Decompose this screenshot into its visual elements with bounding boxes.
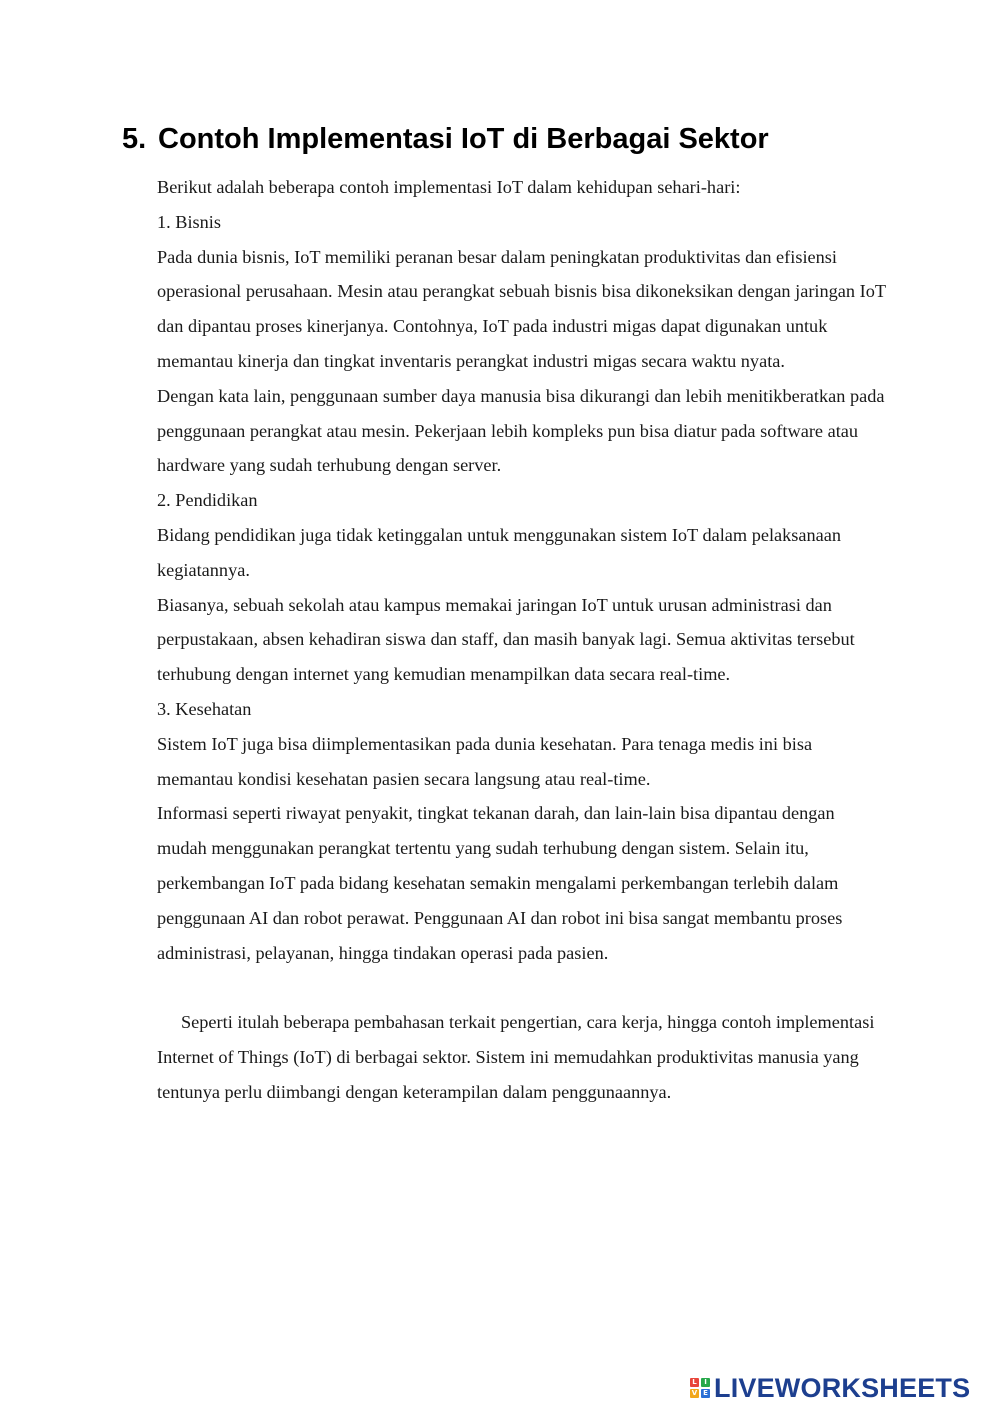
logo-mark-tile: V [691,1389,698,1397]
intro-paragraph: Berikut adalah beberapa contoh implementasi IoT dalam kehidupan sehari-hari: [157,177,741,197]
kesehatan-heading: 3. Kesehatan [157,698,252,719]
logo-mark-tile: I [701,1378,710,1387]
kesehatan-paragraph-2: Informasi seperti riwayat penyakit, tingkat tekanan darah, dan lain-lain bisa dipantau dengan mudah menggunakan perangkat tertentu yang sudah terhubung dengan sistem. Selain itu, perkembangan IoT pada bidang kesehatan semakin mengalami perkembangan terlebih dalam penggunaan AI dan robot perawat. Penggunaan AI dan robot ini bisa sangat membantu proses administrasi, pelayanan, hingga tindakan operasi pada pasien. [157,803,843,963]
bisnis-heading: 1. Bisnis [157,211,222,232]
bisnis-paragraph-2: Dengan kata lain, penggunaan sumber daya manusia bisa dikurangi dan lebih menitikberatkan pada penggunaan perangkat atau mesin. Pekerjaan lebih kompleks pun bisa diatur pada software atau hardware yang sudah terhubung dengan server. [157,385,885,476]
pendidikan-heading: 2. Pendidikan [157,490,258,511]
pendidikan-paragraph-1: Bidang pendidikan juga tidak ketinggalan untuk menggunakan sistem IoT dalam pelaksanaan kegiatannya. [157,524,842,580]
paragraph-spacer [157,970,887,1005]
liveworksheets-logo-icon [690,1378,710,1398]
section-number: 5. [122,123,147,155]
bisnis-paragraph-1: Pada dunia bisnis, IoT memiliki peranan besar dalam peningkatan produktivitas dan efisiensi operasional perusahaan. Mesin atau perangkat sebuah bisnis bisa dikoneksikan dengan jaringan IoT dan dipantau proses kinerjanya. Contohnya, IoT pada industri migas dapat digunakan untuk memantau kinerja dan tingkat inventaris perangkat industri migas secara waktu nyata. [157,246,886,371]
closing-paragraph: Seperti itulah beberapa pembahasan terkait pengertian, cara kerja, hingga contoh implementasi Internet of Things (IoT) di berbagai sektor. Sistem ini memudahkan produktivitas manusia yang tentunya perlu diimbangi dengan keterampilan dalam penggunaannya. [157,1012,875,1102]
logo-mark-tile: L [690,1378,699,1387]
liveworksheets-logo [690,1371,970,1405]
logo-mark-tile: E [701,1389,710,1398]
section-title: Contoh Implementasi IoT di Berbagai Sektor [158,123,769,155]
kesehatan-paragraph-1: Sistem IoT juga bisa diimplementasikan pada dunia kesehatan. Para tenaga medis ini bisa memantau kondisi kesehatan pasien secara langsung atau real-time. [157,733,813,789]
section-heading [122,120,769,158]
logo-text: LIVEWORKSHEETS [714,1372,971,1403]
document-body [157,170,887,1110]
pendidikan-paragraph-2: Biasanya, sebuah sekolah atau kampus memakai jaringan IoT untuk urusan administrasi dan perpustakaan, absen kehadiran siswa dan staff, dan masih banyak lagi. Semua aktivitas tersebut terhubung dengan internet yang kemudian menampilkan data secara real-time. [157,594,855,685]
